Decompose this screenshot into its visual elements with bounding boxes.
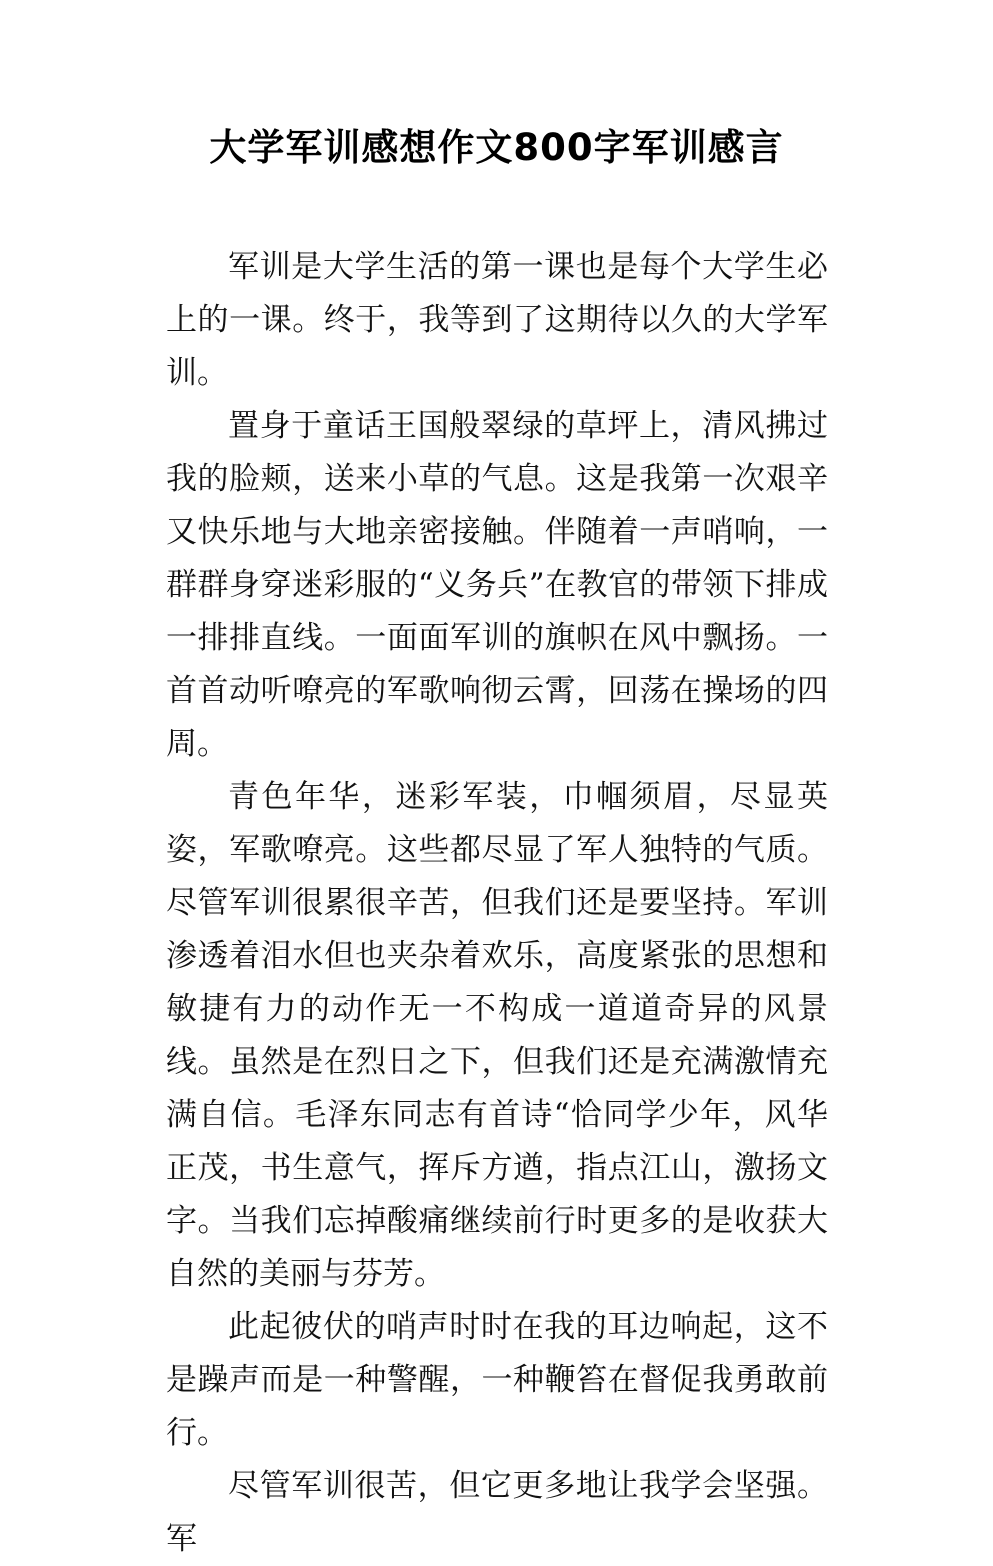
document-body bbox=[166, 241, 828, 1566]
paragraph-4: 此起彼伏的哨声时时在我的耳边响起，这不是躁声而是一种警醒，一种鞭笞在督促我勇敢前行。 bbox=[166, 1309, 828, 1451]
paragraph-2: 置身于童话王国般翠绿的草坪上，清风拂过我的脸颊，送来小草的气息。这是我第一次艰辛又快乐地与大地亲密接触。伴随着一声哨响，一群群身穿迷彩服的“义务兵”在教官的带领下排成一排排直线。一面面军训的旗帜在风中飘扬。一首首动听嘹亮的军歌响彻云霄，回荡在操场的四周。 bbox=[166, 408, 828, 762]
paragraph-5: 尽管军训很苦，但它更多地让我学会坚强。军 bbox=[166, 1468, 828, 1557]
document-title: 大学军训感想作文800字军训感言 bbox=[209, 126, 784, 169]
paragraph-1: 军训是大学生活的第一课也是每个大学生必上的一课。终于，我等到了这期待以久的大学军训。 bbox=[166, 249, 828, 391]
paragraph-3: 青色年华，迷彩军装，巾帼须眉，尽显英姿，军歌嘹亮。这些都尽显了军人独特的气质。尽管军训很累很辛苦，但我们还是要坚持。军训渗透着泪水但也夹杂着欢乐，高度紧张的思想和敏捷有力的动作无一不构成一道道奇异的风景线。虽然是在烈日之下，但我们还是充满激情充满自信。毛泽东同志有首诗“恰同学少年，风华正茂，书生意气，挥斥方遒，指点江山，激扬文字。当我们忘掉酸痛继续前行时更多的是收获大自然的美丽与芬芳。 bbox=[166, 779, 828, 1292]
